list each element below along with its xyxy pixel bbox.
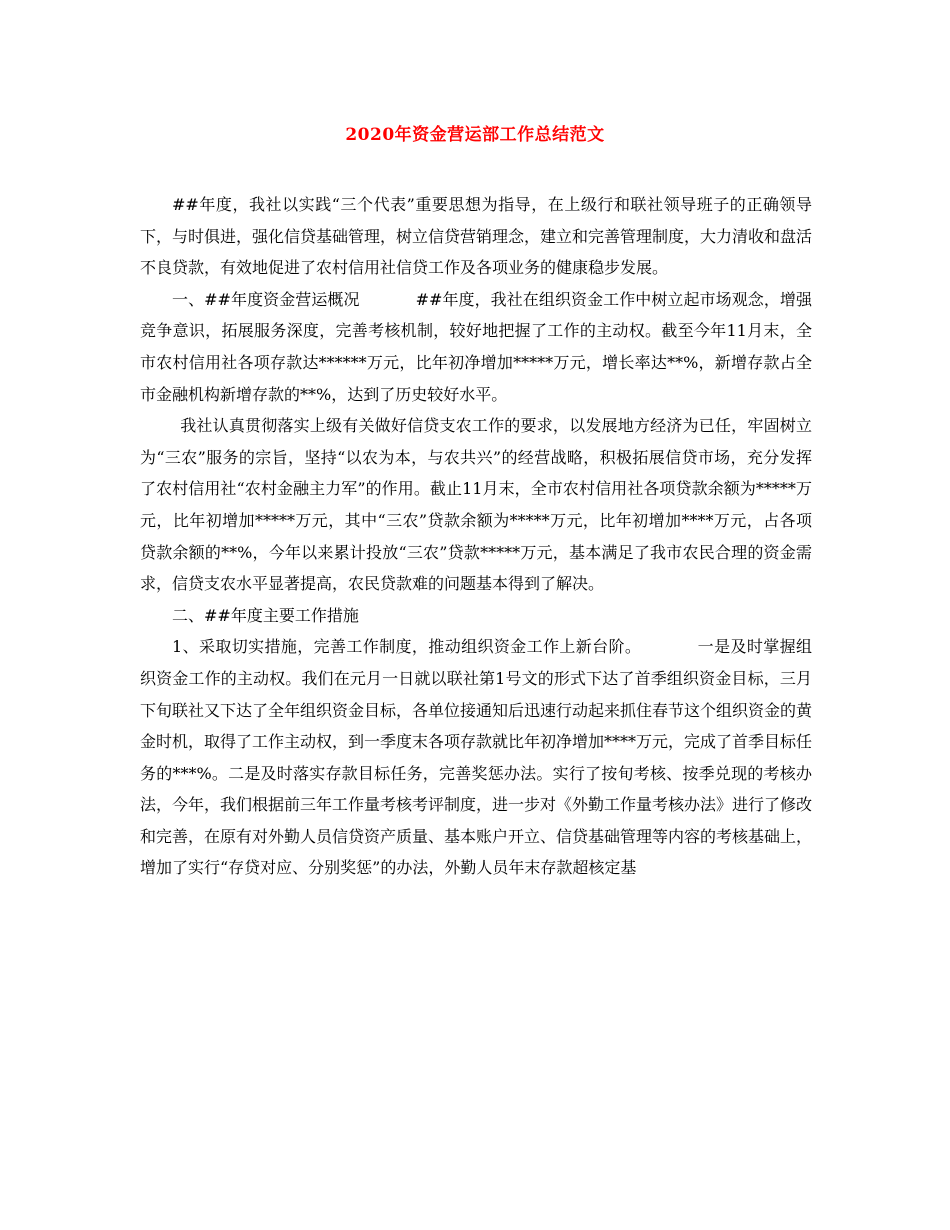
loans-text: 我社认真贯彻落实上级有关做好信贷支农工作的要求，以发展地方经济为已任，牢固树立为“三农”服务的宗旨，坚持“以农为本，与农共兴”的经营战略，积极拓展信贷市场，充分发挥了农村信用社“农村金融主力军”的作用。截止11月末，全市农村信用社各项贷款余额为*****万元，比年初增加*****万元，其中“三农”贷款余额为*****万元，比年初增加****万元，占各项贷款余额的**%，今年以来累计投放“三农”贷款*****万元，基本满足了我市农民合理的资金需求，信贷支农水平显著提高，农民贷款难的问题基本得到了解决。 — [140, 416, 812, 594]
section1-heading: 一、##年度资金营运概况 — [172, 289, 360, 309]
document-title: 2020年资金营运部工作总结范文 — [345, 125, 605, 145]
item1-heading: 1、采取切实措施，完善工作制度，推动组织资金工作上新台阶。 — [172, 637, 642, 657]
section1-paragraph — [140, 284, 812, 410]
loans-paragraph — [140, 410, 812, 600]
intro-paragraph: ##年度，我社以实践“三个代表”重要思想为指导，在上级行和联社领导班子的正确领导下，与时俱进，强化信贷基础管理，树立信贷营销理念，建立和完善管理制度，大力清收和盘活不良贷款，有效地促进了农村信用社信贷工作及各项业务的健康稳步发展。 — [140, 195, 813, 278]
item1-paragraph — [140, 631, 812, 884]
item1-text: 一是及时掌握组织资金工作的主动权。我们在元月一日就以联社第1号文的形式下达了首季组织资金目标，三月下旬联社又下达了全年组织资金目标，各单位接通知后迅速行动起来抓住春节这个组织资金的黄金时机，取得了工作主动权，到一季度末各项存款就比年初净增加****万元，完成了首季目标任务的***%。二是及时落实存款目标任务，完善奖惩办法。实行了按旬考核、按季兑现的考核办法，今年，我们根据前三年工作量考核考评制度，进一步对《外勤工作量考核办法》进行了修改和完善，在原有对外勤人员信贷资产质量、基本账户开立、信贷基础管理等内容的考核基础上，增加了实行“存贷对应、分别奖惩”的办法，外勤人员年末存款超核定基 — [140, 637, 813, 878]
section1-text: ##年度，我社在组织资金工作中树立起市场观念，增强竞争意识，拓展服务深度，完善考核机制，较好地把握了工作的主动权。截至今年11月末，全市农村信用社各项存款达******万元，比年初净增加*****万元，增长率达**%，新增存款占全市金融机构新增存款的**%，达到了历史较好水平。 — [140, 289, 812, 404]
document-body — [140, 189, 812, 884]
section2-heading: 二、##年度主要工作措施 — [172, 605, 359, 625]
